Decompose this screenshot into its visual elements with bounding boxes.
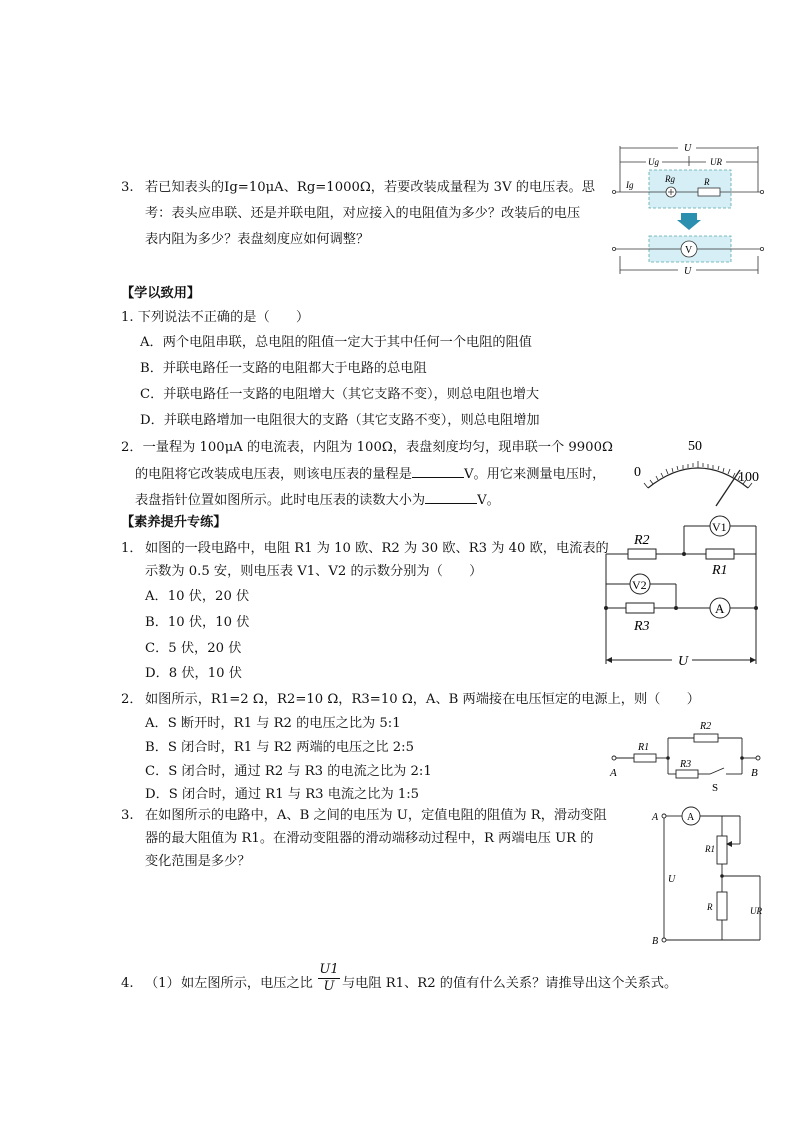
s1-option-c: C．5 伏，20 伏: [145, 641, 242, 656]
s3-label-ammeter: A: [687, 812, 695, 823]
p2-line-3: 表盘指针位置如图所示。此时电压表的读数大小为 V。: [135, 489, 500, 511]
s2-label-r1: R1: [638, 742, 650, 753]
s3-label-u: U: [668, 874, 676, 885]
s1-label-r2: R2: [634, 533, 650, 548]
fig-label-r: R: [704, 177, 710, 187]
fig-label-u-top: U: [684, 143, 692, 154]
fraction: [318, 962, 340, 995]
q3-number: 3.: [121, 180, 134, 195]
s3-line-1: 在如图所示的电路中，A、B 之间的电压为 U，定值电阻的阻值为 R，滑动变阻: [145, 808, 607, 823]
s3-label-ur: UR: [750, 906, 762, 916]
section-title-advanced: 【素养提升专练】: [121, 515, 227, 530]
figure-s3-circuit: [650, 806, 772, 948]
s3-line-2: 器的最大阻值为 R1。在滑动变阻器的滑动端移动过程中，R 两端电压 UR 的: [145, 831, 594, 846]
s3-line-3: 变化范围是多少？: [145, 854, 251, 869]
s2-number: 2．: [121, 692, 143, 707]
fraction-numerator: U1: [319, 962, 339, 977]
s2-option-c: C．S 闭合时，通过 R2 与 R3 的电流之比为 2:1: [145, 764, 432, 779]
s2-option-a: A．S 断开时，R1 与 R2 的电压之比为 5:1: [145, 716, 401, 731]
s1-label-r3: R3: [634, 619, 650, 634]
s1-line-2: 示数为 0.5 安，则电压表 V1、V2 的示数分别为（ ）: [145, 564, 483, 579]
p1-option-d: D．并联电路增加一电阻很大的支路（其它支路不变），则总电阻增加: [140, 413, 540, 428]
s1-line-1: 如图的一段电路中，电阻 R1 为 10 欧、R2 为 30 欧、R3 为 40 欧，电流表的: [145, 541, 609, 556]
s4-post: 与电阻 R1、R2 的值有什么关系？请推导出这个关系式。: [342, 976, 678, 991]
figure-voltmeter-conversion: [612, 136, 772, 282]
s2-label-r3: R3: [680, 759, 692, 770]
s1-option-a: A．10 伏，20 伏: [145, 589, 250, 604]
s2-option-d: D．S 闭合时，通过 R1 与 R3 电流之比为 1:5: [145, 787, 420, 802]
s3-label-r: R: [707, 902, 713, 912]
s1-label-v2: V2: [632, 578, 647, 592]
fig-label-ig: Ig: [626, 180, 634, 190]
s3-label-a: A: [652, 812, 659, 823]
dial-label-0: 0: [634, 465, 641, 480]
fig-label-rg: Rg: [665, 174, 675, 184]
s1-label-u: U: [678, 654, 689, 669]
figure-s1-circuit: [598, 512, 764, 672]
q3-line-1: 若已知表头的Ig=10μA、Rg=1000Ω，若要改装成量程为 3V 的电压表。思: [145, 180, 595, 195]
s1-option-b: B．10 伏，10 伏: [145, 615, 250, 630]
s3-label-r1: R1: [705, 844, 715, 854]
s1-option-d: D．8 伏，10 伏: [145, 666, 242, 681]
p2-line-2: 的电阻将它改装成电压表，则该电压表的量程是 V。用它来测量电压时，: [135, 463, 605, 485]
s1-label-ammeter: A: [715, 601, 725, 616]
answer-blank-range[interactable]: [412, 463, 464, 478]
s2-label-b: B: [751, 767, 758, 779]
s1-label-r1: R1: [712, 563, 728, 578]
fig-label-ur: UR: [710, 157, 722, 167]
p1-option-c: C．并联电路任一支路的电阻增大（其它支路不变），则总电阻也增大: [140, 387, 540, 402]
p2-line-1: 2．一量程为 100μA 的电流表，内阻为 100Ω，表盘刻度均匀，现串联一个 9900Ω: [121, 440, 613, 455]
fig-label-ug: Ug: [648, 157, 659, 167]
s2-label-s: S: [712, 782, 719, 794]
s4-pre: 如左图所示，电压之比: [181, 976, 313, 991]
s1-number: 1．: [121, 541, 143, 556]
dial-label-50: 50: [688, 439, 702, 454]
fig-label-u-bottom: U: [684, 266, 692, 277]
s2-label-a: A: [610, 767, 617, 779]
fig-label-v: V: [685, 245, 693, 256]
s2-line-1: 如图所示，R1=2 Ω，R2=10 Ω，R3=10 Ω，A、B 两端接在电压恒定的电源上，则（ ）: [145, 692, 700, 707]
s4-number: 4.: [121, 976, 134, 991]
dial-label-100: 100: [738, 470, 759, 485]
q3-line-3: 表内阻为多少？表盘刻度应如何调整？: [145, 232, 370, 247]
p1-stem: 1. 下列说法不正确的是（ ）: [121, 310, 310, 325]
p1-option-b: B．并联电路任一支路的电阻都大于电路的总电阻: [140, 361, 427, 376]
answer-blank-reading[interactable]: [425, 489, 477, 504]
q3-line-2: 考：表头应串联、还是并联电阻，对应接入的电阻值为多少？改装后的电压: [145, 206, 581, 221]
p1-option-a: A．两个电阻串联，总电阻的阻值一定大于其中任何一个电阻的阻值: [140, 335, 532, 350]
fraction-denominator: U: [318, 978, 340, 995]
s4-part: （1）: [145, 976, 180, 991]
s2-option-b: B．S 闭合时，R1 与 R2 两端的电压之比 2:5: [145, 740, 414, 755]
s3-number: 3.: [121, 808, 134, 823]
s1-label-v1: V1: [712, 520, 727, 534]
s3-label-b: B: [652, 936, 659, 947]
figure-s2-circuit: [608, 714, 766, 798]
s2-label-r2: R2: [700, 721, 712, 732]
figure-meter-dial: [628, 434, 768, 514]
section-title-apply: 【学以致用】: [121, 286, 201, 301]
